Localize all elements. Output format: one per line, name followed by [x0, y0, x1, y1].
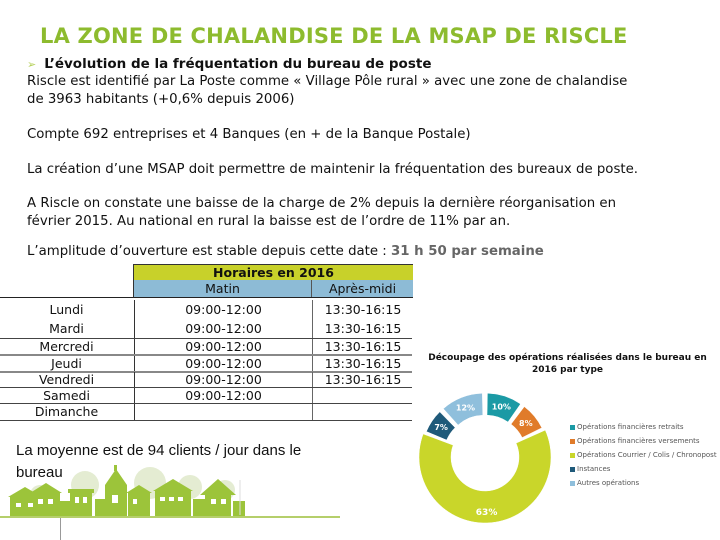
- table-row: [0, 372, 412, 388]
- chart-title-line: 2016 par type: [532, 365, 603, 375]
- day-cell: Mercredi: [39, 339, 94, 354]
- chart-title-line: Découpage des opérations réalisées dans le bureau en: [428, 353, 707, 363]
- day-cell: Mardi: [49, 321, 84, 336]
- table-row: [0, 404, 412, 420]
- morning-cell: [134, 404, 312, 420]
- legend-item: [570, 420, 717, 434]
- table-row: [0, 300, 412, 320]
- table-row: [0, 388, 412, 404]
- day-cell: Lundi: [49, 302, 84, 317]
- village-skyline-icon: [0, 465, 345, 540]
- table-row: [0, 339, 412, 355]
- legend-label: Opérations financières versements: [577, 437, 700, 445]
- paragraph-decline: [27, 195, 616, 231]
- morning-cell: 09:00-12:00: [134, 356, 312, 372]
- donut-chart: [415, 385, 565, 535]
- afternoon-cell: 13:30-16:15: [312, 320, 413, 338]
- average-line: bureau: [16, 464, 63, 481]
- row-divider: [0, 420, 412, 421]
- legend-label: Opérations financières retraits: [577, 423, 684, 431]
- column-header-afternoon: Après-midi: [328, 281, 397, 296]
- table-row: [0, 356, 412, 372]
- day-cell: Jeudi: [51, 356, 82, 371]
- paragraph-enterprises: Compte 692 entreprises et 4 Banques (en + de la Banque Postale): [27, 127, 471, 142]
- legend-item: [570, 476, 717, 490]
- paragraph-msap: La création d’une MSAP doit permettre de maintenir la fréquentation des bureaux de poste.: [27, 162, 638, 177]
- morning-cell: 09:00-12:00: [134, 320, 312, 338]
- page-title: LA ZONE DE CHALANDISE DE LA MSAP DE RISCLE: [40, 24, 628, 48]
- afternoon-cell: 13:30-16:15: [312, 300, 413, 320]
- chart-legend: [570, 420, 717, 490]
- paragraph-hours: [27, 243, 544, 261]
- paragraph-zone: [27, 73, 627, 109]
- legend-swatch-icon: [570, 481, 575, 486]
- donut-label: 7%: [434, 423, 448, 433]
- donut-label: 12%: [455, 403, 476, 413]
- table-row: [0, 320, 412, 338]
- legend-item: [570, 434, 717, 448]
- legend-swatch-icon: [570, 439, 575, 444]
- paragraph-line: de 3963 habitants (+0,6% depuis 2006): [27, 92, 295, 107]
- donut-label: 8%: [519, 419, 533, 429]
- divider: [0, 297, 133, 298]
- donut-label: 10%: [491, 402, 511, 412]
- afternoon-cell: 13:30-16:15: [312, 356, 413, 372]
- donut-label: 63%: [475, 507, 498, 518]
- arrow-right-icon: ➢: [27, 58, 37, 71]
- afternoon-cell: 13:30-16:15: [312, 372, 413, 388]
- afternoon-cell: [312, 388, 413, 404]
- legend-swatch-icon: [570, 453, 575, 458]
- day-cell: Dimanche: [34, 404, 99, 419]
- paragraph-line: A Riscle on constate une baisse de la charge de 2% depuis la dernière réorganisation en: [27, 196, 616, 211]
- schedule-header-row: [133, 280, 413, 298]
- legend-label: Autres opérations: [577, 479, 640, 487]
- morning-cell: 09:00-12:00: [134, 388, 312, 404]
- legend-swatch-icon: [570, 467, 575, 472]
- average-line: La moyenne est de 94 clients / jour dans le: [16, 442, 302, 459]
- legend-item: [570, 462, 717, 476]
- day-cell: Vendredi: [38, 372, 95, 387]
- afternoon-cell: [312, 404, 413, 420]
- hours-text: L’amplitude d’ouverture est stable depuis cette date :: [27, 244, 391, 259]
- morning-cell: 09:00-12:00: [134, 300, 312, 320]
- paragraph-line: février 2015. Au national en rural la baisse est de l’ordre de 11% par an.: [27, 214, 511, 229]
- morning-cell: 09:00-12:00: [134, 372, 312, 388]
- legend-item: [570, 448, 717, 462]
- hours-value: 31 h 50 par semaine: [390, 244, 544, 259]
- afternoon-cell: 13:30-16:15: [312, 339, 413, 355]
- column-header-morning: Matin: [134, 280, 312, 297]
- section-heading: [27, 56, 431, 72]
- day-cell: Samedi: [43, 388, 90, 403]
- section-heading-text: L’évolution de la fréquentation du bureau de poste: [44, 56, 432, 72]
- legend-swatch-icon: [570, 425, 575, 430]
- chart-title: [415, 352, 720, 376]
- paragraph-line: Riscle est identifié par La Poste comme « Village Pôle rural » avec une zone de chalandise: [27, 74, 628, 89]
- schedule-title: Horaires en 2016: [133, 264, 413, 280]
- morning-cell: 09:00-12:00: [134, 339, 312, 355]
- legend-label: Instances: [577, 465, 611, 473]
- legend-label: Opérations Courrier / Colis / Chronopost: [577, 451, 717, 459]
